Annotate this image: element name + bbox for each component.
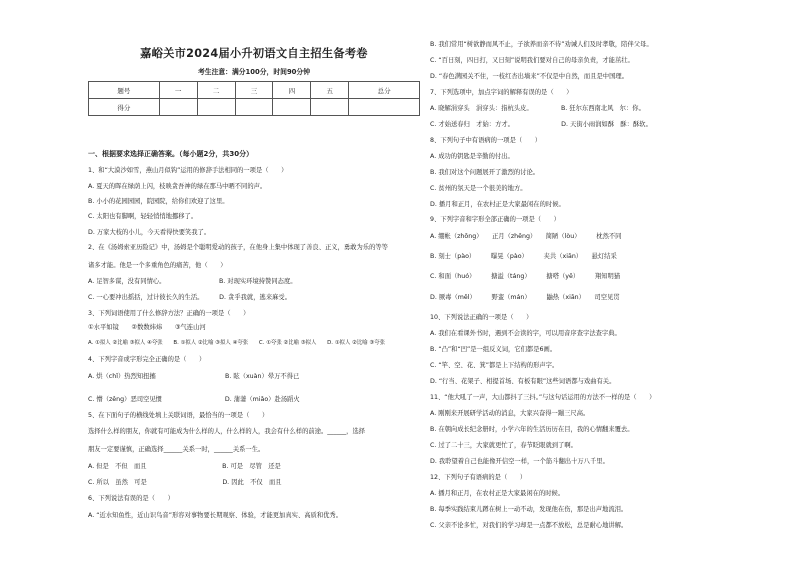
question-line: 8、下列句子中有语病的一项是（ ）: [430, 137, 542, 144]
question-line: 诸多才能。他是一个多重角色的痛苦，他（ ）: [88, 262, 227, 269]
question-line: D. 万家大枝的小儿，今天看得快要笑我了。: [88, 229, 211, 236]
question-line: C. 太阳也有脚啊，轻轻悄悄地挪移了。: [88, 213, 198, 220]
question-line: A. 成功的钥匙是辛勤的付出。: [430, 153, 514, 160]
table-cell: [235, 99, 273, 116]
question-line: B. 在朝向成长纪念册时，小学六年的生活历历在目，我的心情翻来覆去。: [430, 426, 634, 433]
question-line: 1、和“大漠沙如雪，燕山月似钩”运用的修辞手法相同的一项是（ ）: [88, 167, 288, 174]
question-line: 9、下列字音和字形全部正确的一项是（ ）: [430, 216, 560, 223]
question-line: A. 晓解涓穿头 涓穿头：指杭头皮。 B. 狂尔东西南北风 尔：你。: [430, 105, 645, 112]
question-line: D. 播月和正月，在农村正是大家最闲在的时候。: [430, 201, 565, 208]
question-line: A. ①拟人 ②比喻 ③拟人 ④夸张 B. ①拟人 ②比喻 ③拟人 ④夸张 C. ①夸张 ②比喻 ③拟人 D. ①拟人 ②比喻 ③夸张: [88, 340, 385, 346]
question-line: 4、下列字音或字形完全正确的是（ ）: [88, 356, 206, 363]
table-cell: [159, 99, 197, 116]
table-cell: 三: [235, 82, 273, 99]
question-line: 选择什么样的朋友，你就有可能成为什么样的人，什么样的人，我会有什么样的前途。______，选择: [88, 428, 366, 435]
table-cell: 总分: [349, 82, 420, 99]
question-line: B. 我们常用“树欲静而风不止，子欲养而亲不待”劝诫人们及时孝敬，陪伴父母。: [430, 41, 653, 48]
question-line: 7、下列选项中，加点字词的解释有误的是（ ）: [430, 89, 573, 96]
question-line: B. 每季实践结束儿蹲在树上一动不动，发现他在伤，那是出声地流泪。: [430, 506, 628, 513]
question-line: A. 但是 不但 而且 B. 可是 尽管 还是: [88, 463, 281, 470]
question-line: B. 我们对这个问题展开了激烈的讨论。: [430, 169, 540, 176]
question-line: C. “竿、空、花、箕”都是上下结构的形声字。: [430, 362, 559, 369]
table-cell: [197, 99, 235, 116]
question-line: 12、下列句子有语病的是（ ）: [430, 474, 527, 481]
table-cell: [311, 99, 349, 116]
question-line: 10、下列说法正确的一项是（ ）: [430, 314, 533, 321]
question-line: D. 我聆望着自己也能像开信空一样，一个筋斗翻出十万八千里。: [430, 458, 609, 465]
page-title: 嘉峪关市2024届小升初语文自主招生备考卷: [140, 47, 368, 60]
table-cell: 二: [197, 82, 235, 99]
question-line: C. 一心要冲出摇括，过计彼长久的生活。 D. 贪乎我就，逃来麻受。: [88, 294, 292, 301]
question-line: C. 父亲不论多忙，对我们的学习却是一点都不放松，总是耐心地讲解。: [430, 522, 628, 529]
question-line: C. 和面（huó） 搪溢（táng） 搪嗒（yē） 翔知明猫: [430, 273, 621, 280]
question-line: ①水平如镜 ②数数炜炜 ③气连山河: [88, 324, 206, 331]
question-line: D. 厥毒（mēl） 野蛮（mán） 鼬热（xiān） 司空见贯: [430, 294, 620, 301]
question-line: A. 播月和正月，在农村正是大家最闲在的时候。: [430, 490, 565, 497]
question-line: B. 刻士（pào） 曝晃（pào） 夹共（xiān） 悬灯结采: [430, 253, 617, 260]
question-line: 11、“他大吼了一声，大山都抖了三抖。”与这句话运用的方法不一样的是（ ）: [430, 394, 656, 401]
question-line: C. 过了二十三，大家就更忙了，春节眨眼就到了啊。: [430, 442, 577, 449]
question-line: A. 足智多谋，没有同情心。 B. 对现实环境持赞同态度。: [88, 278, 297, 285]
score-table-score-row: [89, 99, 420, 116]
table-cell: 四: [273, 82, 311, 99]
question-line: C. 贫州的氛天是一个很美的地方。: [430, 185, 527, 192]
table-cell: 五: [311, 82, 349, 99]
question-line: A. 绷帐（zhōng） 正月（zhēng） 简陋（lòu） 枕然不同: [430, 233, 622, 240]
question-line: D. “春色满园关不住，一枝红杏出墙来”不仅是中自然，而且是中国理。: [430, 73, 628, 80]
exam-note: 考生注意：满分100分，时间90分钟: [197, 68, 310, 76]
question-line: C. 所以 虽然 可是 D. 因此 不仅 而且: [88, 479, 282, 486]
table-cell: [349, 99, 420, 116]
question-line: C. 才始送春归 才始：方才。 D. 天街小雨润如酥 酥：酥软。: [430, 121, 652, 128]
question-line: D. “行当、花架子、相提首场、有板有眼”这些词语都与戏曲有关。: [430, 378, 616, 385]
question-line: 朋友一定要谨慎，正确选择______关系一时，______关系一生。: [88, 446, 265, 453]
table-cell: 题号: [89, 82, 160, 99]
question-line: A. 刚刚来开展研学活动的消息，大家兴奋得一蹦三尺高。: [430, 410, 590, 417]
question-line: A. 夏天的晖在绿荫上闪，枝映贪吾神的绿在那马中晒不同的声。: [88, 183, 267, 190]
table-cell: [273, 99, 311, 116]
question-line: 6、下列说法有误的是（ ）: [88, 495, 174, 502]
table-cell: 一: [159, 82, 197, 99]
question-line: A. 我们在看课外书时，遇到不会读的字，可以用音序查字法查字典。: [430, 330, 621, 337]
score-table: [88, 81, 420, 116]
question-line: C. “百日刻，四日打，又日刻”说明我们要对自己的母亲负责，才能茁壮。: [430, 57, 634, 64]
question-line: B. 小小的花园园园，院园院，给你们欢迎了这里。: [88, 198, 229, 205]
table-cell: 得分: [89, 99, 160, 116]
question-line: A. 烘（chǐ）热烈知扭搐 B. 眩（xuàn）晕万不得已: [88, 373, 300, 380]
question-line: B. “凸”和“凹”是一组反义词，它们都是6画。: [430, 346, 557, 353]
section-heading: 一、根据要求选择正确答案。（每小题2分，共30分）: [88, 150, 254, 158]
question-line: 3、下列词语使用了什么修辞方法？正确的一项是（ ）: [88, 310, 250, 317]
question-line: 2、在《汤姆索亚历险记》中，汤姆是个聪明爱动的孩子，在他身上集中体现了善良、正义，勇敢为乐的等等: [88, 244, 388, 251]
question-line: 5、在下面句子的横线处填上关联词语，最恰当的一项是（ ）: [88, 412, 269, 419]
question-line: A. “近水知鱼性，近山识鸟音”形容对事物要长期观察、体验，才能更加真实、高质和优秀。: [88, 512, 343, 519]
question-line: C. 懵（zěng）恶司空见惯 D. 蒲萋（miǎo）赴汤蹈火: [88, 396, 300, 403]
score-table-header-row: [89, 82, 420, 99]
